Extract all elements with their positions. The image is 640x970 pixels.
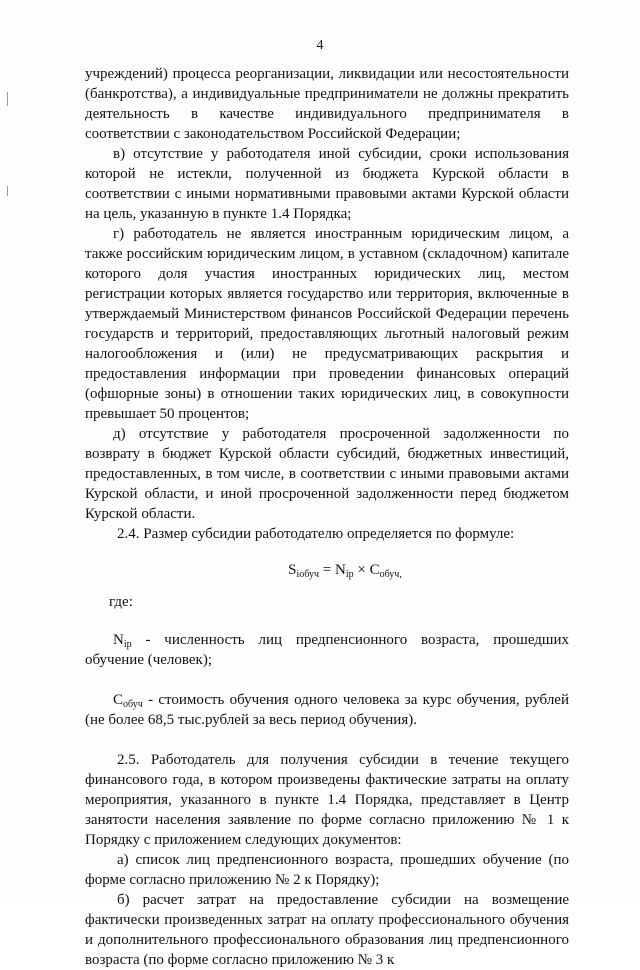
- document-body: [85, 64, 569, 970]
- definition-symbol: N: [113, 632, 124, 648]
- paragraph-continuation: учреждений) процесса реорганизации, ликвидации или несостоятельности (банкротства), а индивидуальные предприниматели не должны прекратить деятельность в качестве индивидуального предпринимателя в соответствии с законодательством Российской Федерации;: [85, 66, 569, 142]
- scan-edge-mark: [7, 92, 8, 106]
- scan-edge-mark: [7, 186, 8, 196]
- definition-text: - численность лиц предпенсионного возраста, прошедших обучение (человек);: [85, 632, 569, 668]
- paragraph-2-4: 2.4. Размер субсидии работодателю определяется по формуле:: [117, 526, 515, 542]
- where-label: где:: [109, 594, 133, 610]
- subsidy-formula: [85, 560, 569, 580]
- paragraph-item-a: а) список лиц предпенсионного возраста, прошедших обучение (по форме согласно приложению № 2 к Порядку);: [85, 852, 569, 888]
- paragraph-2-5: 2.5. Работодатель для получения субсидии в течение текущего финансового года, в котором произведены фактические затраты на оплату мероприятия, указанного в пункте 1.4 Порядка, представляет в Центр занятости населения заявление по форме согласно приложению № 1 к Порядку с приложением следующих документов:: [85, 752, 569, 848]
- definition-symbol-subscript: обуч: [123, 699, 143, 710]
- paragraph-item-g: г) работодатель не является иностранным юридическим лицом, а также российским юридическим лицом, в уставном (складочном) капитале которого доля участия иностранных юридических лиц, местом регистрации которых является государство или территория, включенные в утверждаемый Министерством финансов Российской Федерации перечень государств и территорий, предоставляющих льготный налоговый режим налогообложения и (или) не предусматривающих раскрытия и предоставления информации при проведении финансовых операций (офшорные зоны) в отношении таких юридических лиц, в совокупности превышает 50 процентов;: [85, 226, 569, 422]
- formula-n-subscript: ip: [345, 569, 354, 580]
- definition-text: - стоимость обучения одного человека за курс обучения, рублей (не более 68,5 тыс.рублей за весь период обучения).: [85, 692, 569, 728]
- formula-lhs: S: [288, 562, 297, 578]
- formula-n: N: [334, 562, 346, 578]
- formula-equals: =: [319, 562, 335, 578]
- definition-c: [85, 690, 569, 730]
- paragraph-item-v: в) отсутствие у работодателя иной субсидии, сроки использования которой не истекли, полученной из бюджета Курской области в соответствии с иными нормативными правовыми актами Курской области на цель, указанную в пункте 1.4 Порядка;: [85, 146, 569, 222]
- paragraph-item-d: д) отсутствие у работодателя просроченной задолженности по возврату в бюджет Курской области субсидий, бюджетных инвестиций, предоставленных, в том числе, в соответствии с иными правовыми актами Курской области, и иной просроченной задолженности перед бюджетом Курской области.: [85, 426, 569, 522]
- definition-symbol-subscript: ip: [123, 639, 132, 650]
- definition-n: [85, 630, 569, 670]
- formula-times: ×: [353, 562, 370, 578]
- formula-c-subscript: обуч,: [379, 569, 402, 580]
- formula-lhs-subscript: iобуч: [296, 569, 320, 580]
- definition-symbol: C: [113, 692, 124, 708]
- formula-c: C: [369, 562, 380, 578]
- paragraph-item-b: б) расчет затрат на предоставление субсидии на возмещение фактически произведенных затрат на оплату профессионального обучения и дополнительного профессионального образования лиц предпенсионного возраста (по форме согласно приложению № 3 к: [85, 892, 569, 968]
- page-number: 4: [316, 38, 324, 53]
